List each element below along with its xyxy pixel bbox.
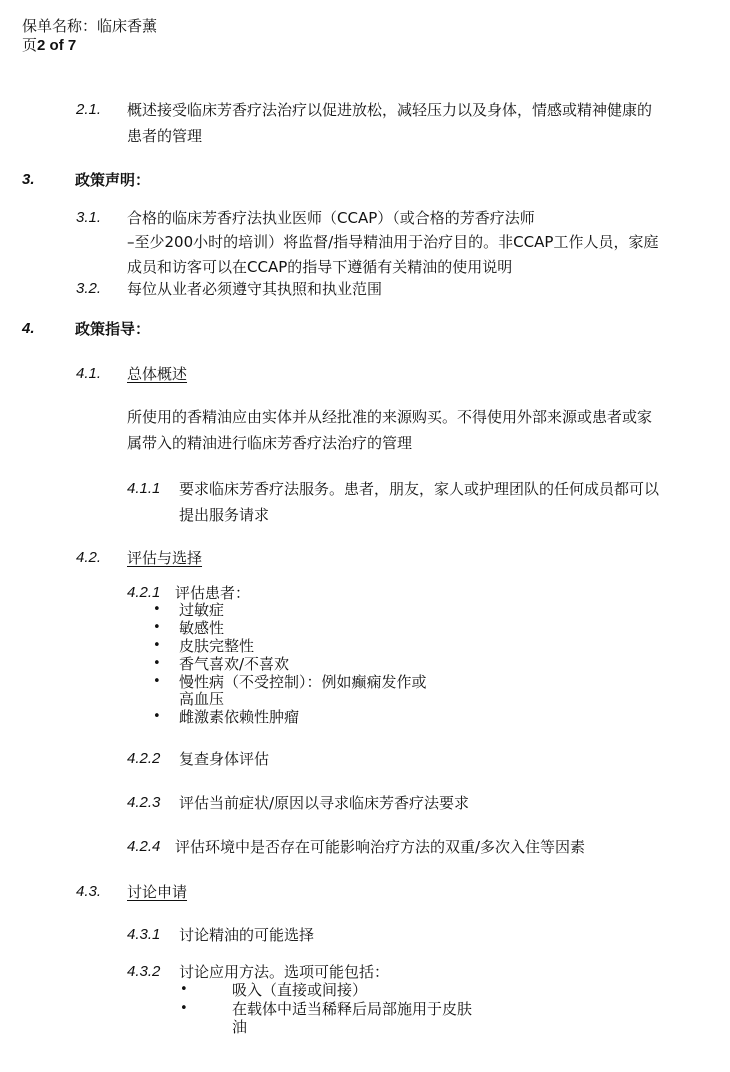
list-item: 过敏症 bbox=[179, 601, 225, 619]
item-text: 讨论应用方法。选项可能包括： bbox=[179, 963, 390, 981]
policy-name: 保单名称：临床香薰 bbox=[22, 17, 158, 35]
bullet-icon: • bbox=[153, 709, 161, 724]
section-number: 3. bbox=[22, 171, 35, 188]
section-number: 3.2. bbox=[76, 280, 102, 297]
item-number: 4.3.1 bbox=[127, 926, 161, 943]
paragraph-line: 属带入的精油进行临床芳香疗法治疗的管理 bbox=[127, 434, 413, 452]
section-number: 4.1. bbox=[76, 365, 102, 382]
list-item: 香气喜欢/不喜欢 bbox=[179, 655, 290, 673]
item-number: 4.3.2 bbox=[127, 963, 161, 980]
item-number: 4.2.2 bbox=[127, 750, 161, 767]
section-text-line: –至少200小时的培训）将监督/指导精油用于治疗目的。非CCAP工作人员，家庭 bbox=[127, 233, 659, 251]
bullet-icon: • bbox=[180, 982, 188, 997]
bullet-icon: • bbox=[180, 1001, 188, 1016]
bullet-icon: • bbox=[153, 638, 161, 653]
item-text: 评估患者： bbox=[175, 584, 251, 602]
section-number: 3.1. bbox=[76, 209, 102, 226]
subsection-title: 评估与选择 bbox=[127, 549, 203, 567]
list-item: 在载体中适当稀释后局部施用于皮肤 bbox=[232, 1000, 473, 1018]
item-number: 4.2.3 bbox=[127, 794, 161, 811]
section-text-line: 每位从业者必须遵守其执照和执业范围 bbox=[127, 280, 383, 298]
page-label: 页 bbox=[22, 36, 38, 54]
section-title: 政策声明： bbox=[75, 171, 151, 189]
page-indicator bbox=[22, 36, 76, 55]
section-number: 4. bbox=[22, 320, 35, 337]
list-item: 雌激素依赖性肿瘤 bbox=[179, 708, 300, 726]
section-text-line: 患者的管理 bbox=[127, 127, 203, 145]
list-item-continuation: 油 bbox=[232, 1018, 248, 1036]
list-item: 吸入（直接或间接） bbox=[232, 981, 368, 999]
item-text: 评估当前症状/原因以寻求临床芳香疗法要求 bbox=[179, 794, 470, 812]
list-item: 慢性病（不受控制）：例如癫痫发作或 bbox=[179, 673, 427, 691]
bullet-icon: • bbox=[153, 656, 161, 671]
item-text: 讨论精油的可能选择 bbox=[179, 926, 315, 944]
list-item-continuation: 高血压 bbox=[179, 690, 225, 708]
subsection-title: 讨论申请 bbox=[127, 883, 188, 901]
bullet-icon: • bbox=[153, 602, 161, 617]
bullet-icon: • bbox=[153, 620, 161, 635]
item-number: 4.1.1 bbox=[127, 480, 161, 497]
page-number: 2 of 7 bbox=[37, 37, 77, 54]
section-number: 4.2. bbox=[76, 549, 102, 566]
item-text-line: 要求临床芳香疗法服务。患者，朋友，家人或护理团队的任何成员都可以 bbox=[179, 480, 660, 498]
subsection-title: 总体概述 bbox=[127, 365, 188, 383]
list-item: 皮肤完整性 bbox=[179, 637, 255, 655]
item-text-line: 提出服务请求 bbox=[179, 506, 270, 524]
item-number: 4.2.1 bbox=[127, 584, 161, 601]
section-number: 2.1. bbox=[76, 101, 102, 118]
section-text-line: 成员和访客可以在CCAP的指导下遵循有关精油的使用说明 bbox=[127, 258, 513, 276]
section-title: 政策指导： bbox=[75, 320, 151, 338]
section-text-line: 概述接受临床芳香疗法治疗以促进放松，减轻压力以及身体，情感或精神健康的 bbox=[127, 101, 653, 119]
paragraph-line: 所使用的香精油应由实体并从经批准的来源购买。不得使用外部来源或患者或家 bbox=[127, 408, 653, 426]
section-number: 4.3. bbox=[76, 883, 102, 900]
list-item: 敏感性 bbox=[179, 619, 225, 637]
item-text: 复查身体评估 bbox=[179, 750, 270, 768]
item-text: 评估环境中是否存在可能影响治疗方法的双重/多次入住等因素 bbox=[175, 838, 586, 856]
item-number: 4.2.4 bbox=[127, 838, 161, 855]
bullet-icon: • bbox=[153, 674, 161, 689]
section-text-line: 合格的临床芳香疗法执业医师（CCAP）（或合格的芳香疗法师 bbox=[127, 209, 535, 227]
